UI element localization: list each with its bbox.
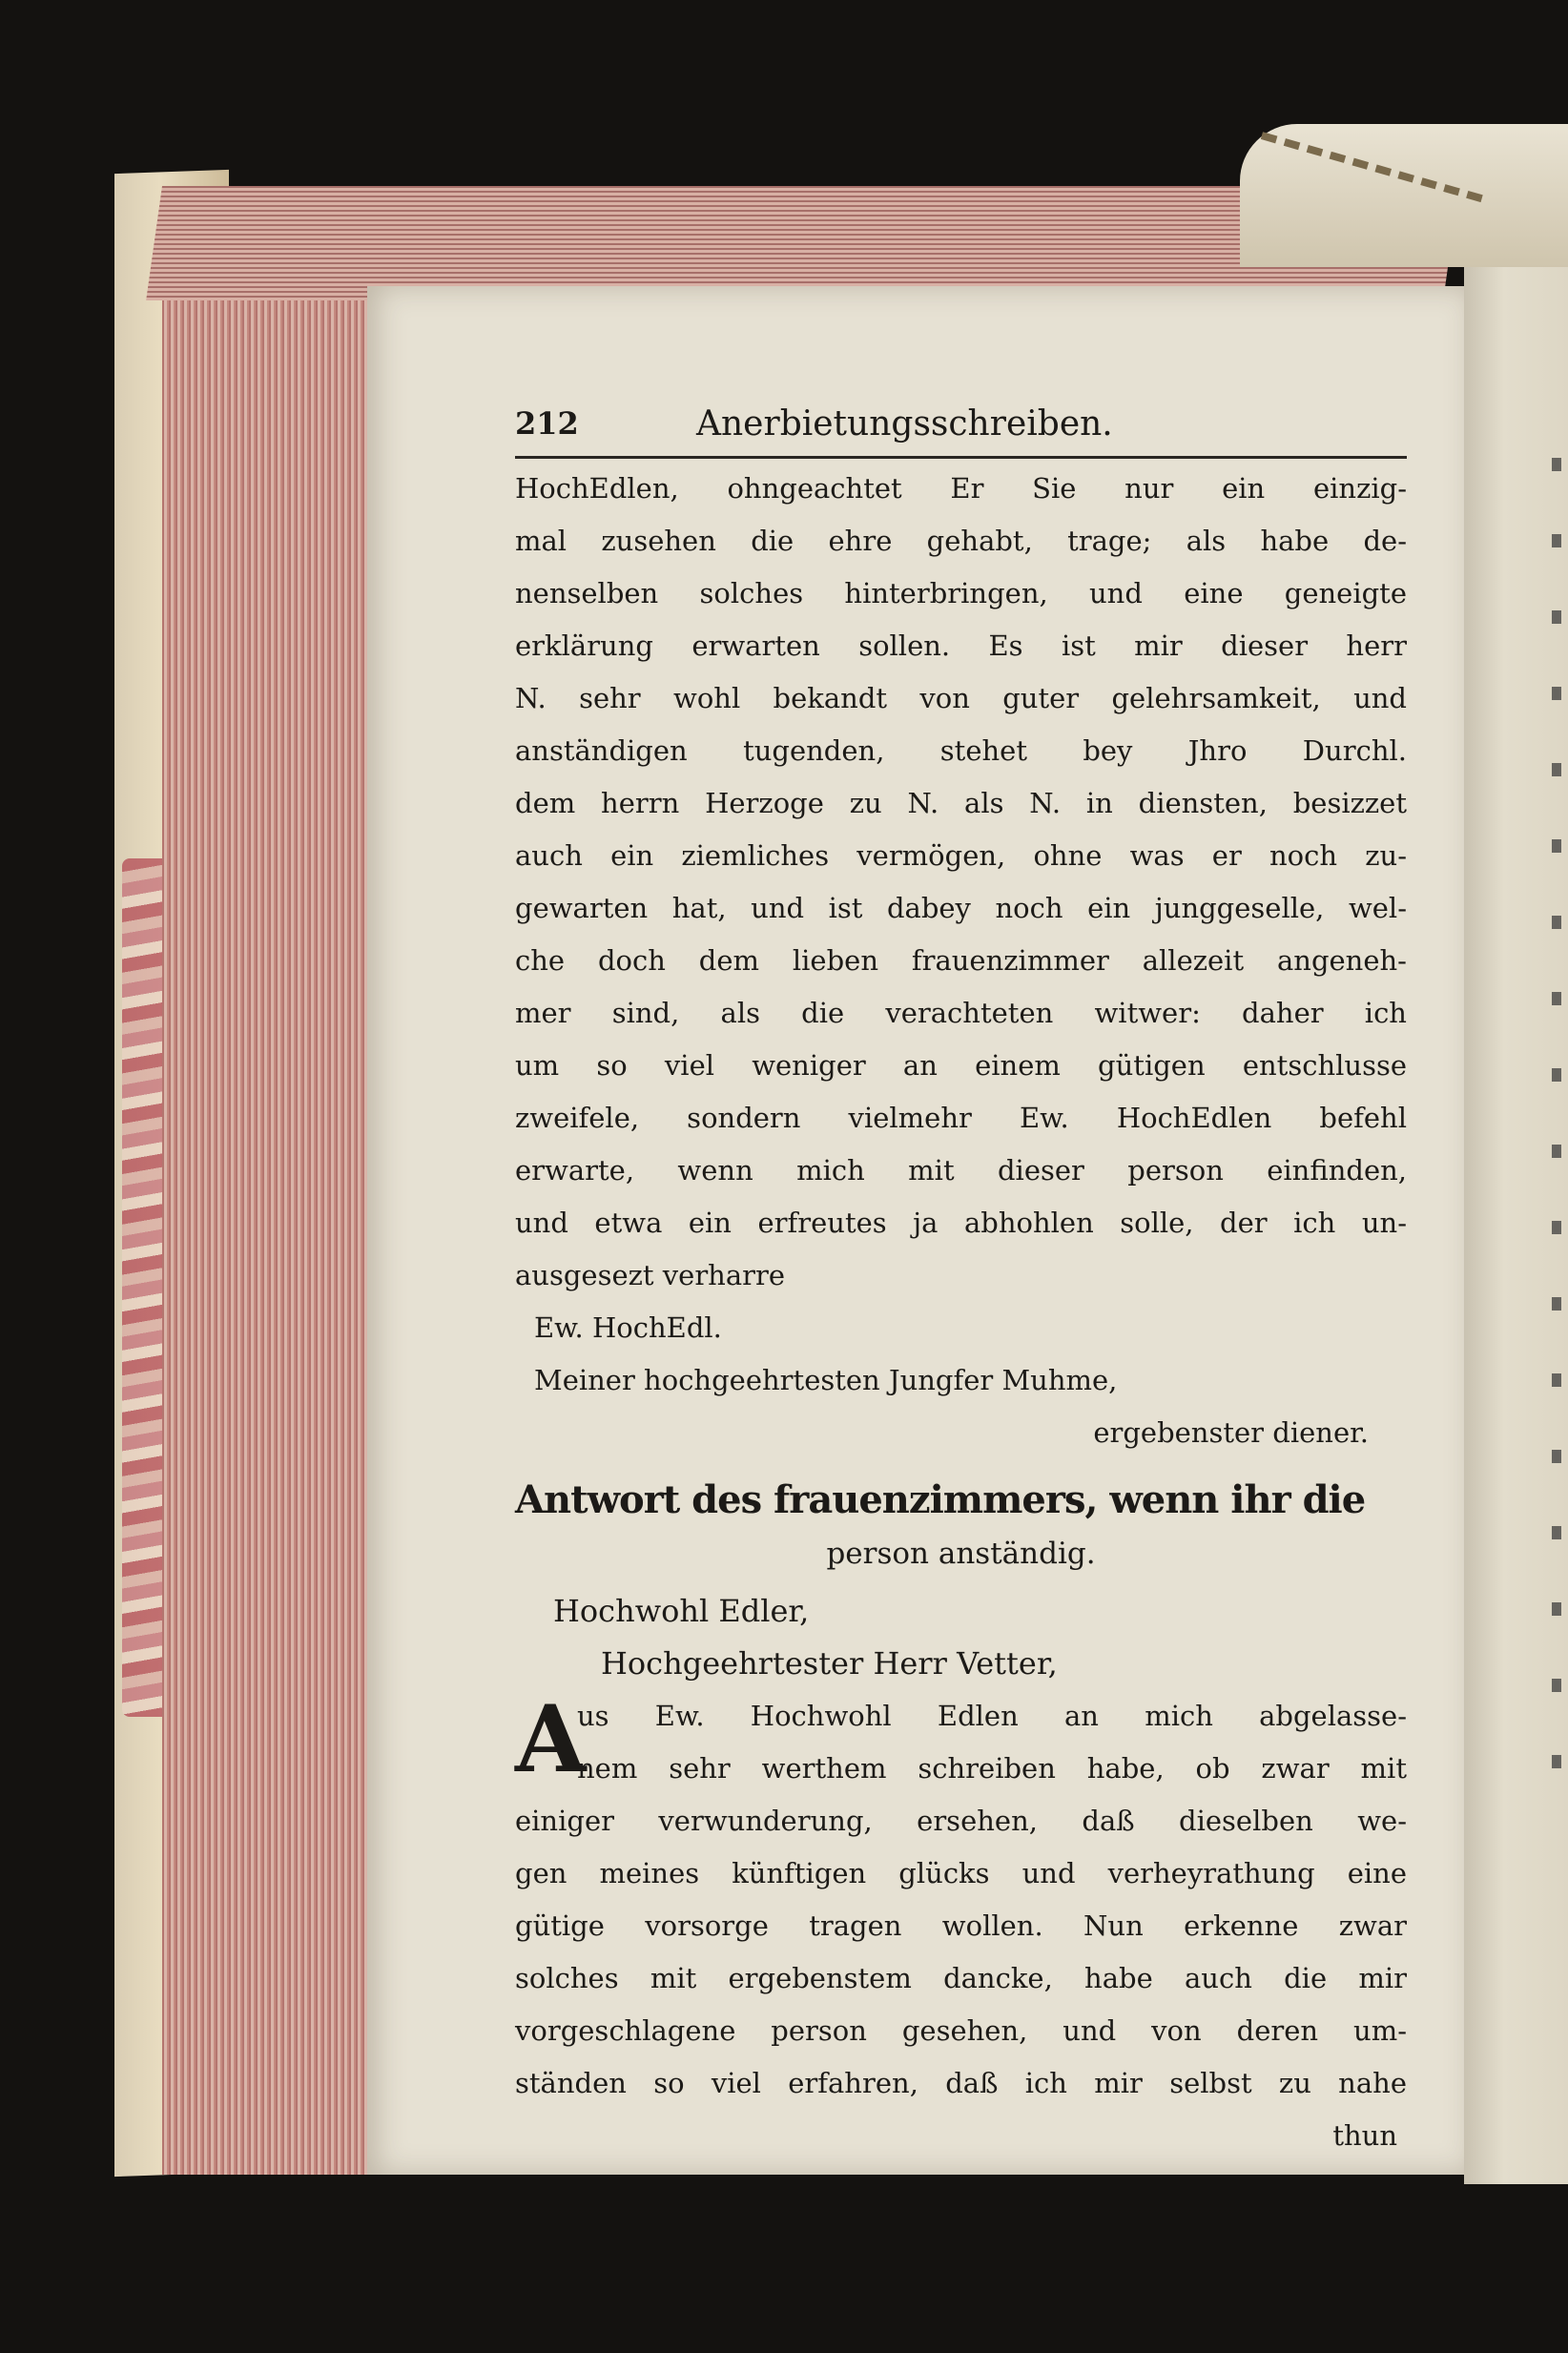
text-line: ausgesezt verharre [515, 1259, 786, 1291]
text-line: che doch dem lieben frauenzimmer allezeit angeneh- [515, 944, 1407, 977]
section-heading [515, 1471, 1407, 1578]
text-line: auch ein ziemliches vermögen, ohne was er noch zu- [515, 839, 1407, 872]
text-line: mal zusehen die ehre gehabt, trage; als habe de- [515, 525, 1407, 557]
text-line: ständen so viel erfahren, daß ich mir selbst zu nahe [515, 2067, 1407, 2099]
book-page [367, 286, 1464, 2175]
page-number: 212 [515, 405, 579, 442]
facing-page [1464, 267, 1568, 2184]
letter-closing [515, 1302, 1407, 1459]
closing-relation: Meiner hochgeehrtesten Jungfer Muhme, [534, 1364, 1118, 1396]
text-line: erwarte, wenn mich mit dieser person einfinden, [515, 1154, 1407, 1187]
text-line: gen meines künftigen glücks und verheyrathung eine [515, 1857, 1407, 1889]
drop-cap: A [515, 1685, 587, 1793]
letter-body [515, 463, 1407, 1302]
page-edges [162, 191, 382, 2175]
text-line: mer sind, als die verachteten witwer: daher ich [515, 997, 1407, 1029]
section-subtitle: person anständig. [826, 1537, 1096, 1571]
text-line: einiger verwunderung, ersehen, daß dieselben we- [515, 1805, 1407, 1837]
section-title: Antwort des frauenzimmers, wenn ihr die [515, 1477, 1366, 1522]
reply-address-2: Hochgeehrtester Herr Vetter, [601, 1645, 1058, 1682]
text-line: um so viel weniger an einem gütigen entschlusse [515, 1049, 1407, 1082]
text-line: solches mit ergebenstem dancke, habe auch die mir [515, 1962, 1407, 1994]
text-line: zweifele, sondern vielmehr Ew. HochEdlen befehl [515, 1102, 1407, 1134]
reply-body [515, 1685, 1407, 2162]
text-line: gewarten hat, und ist dabey noch ein junggeselle, wel- [515, 892, 1407, 924]
catchword: thun [1332, 2119, 1397, 2152]
text-line: vorgeschlagene person gesehen, und von deren um- [515, 2014, 1407, 2047]
text-line: und etwa ein erfreutes ja abhohlen solle, der ich un- [515, 1207, 1407, 1239]
closing-salutation: Ew. HochEdl. [534, 1311, 722, 1344]
text-line: nenselben solches hinterbringen, und eine geneigte [515, 577, 1407, 609]
page-text [515, 391, 1407, 2162]
facing-page-text-fragments [1552, 458, 1561, 1793]
closing-signature: ergebenster diener. [1093, 1416, 1369, 1449]
text-line: erklärung erwarten sollen. Es ist mir dieser herr [515, 630, 1407, 662]
text-line: nem sehr werthem schreiben habe, ob zwar mit [577, 1752, 1407, 1785]
header-rule [515, 456, 1407, 459]
text-line: anständigen tugenden, stehet bey Jhro Durchl. [515, 734, 1407, 767]
page-header [515, 391, 1407, 450]
reply-letter [515, 1585, 1407, 2162]
text-line: us Ew. Hochwohl Edlen an mich abgelasse- [577, 1700, 1407, 1732]
text-line: dem herrn Herzoge zu N. als N. in diensten, besizzet [515, 787, 1407, 819]
reply-address-1: Hochwohl Edler, [553, 1593, 810, 1629]
text-line: N. sehr wohl bekandt von guter gelehrsamkeit, und [515, 682, 1407, 714]
text-line: HochEdlen, ohngeachtet Er Sie nur ein einzig- [515, 472, 1407, 505]
running-head: Anerbietungsschreiben. [696, 404, 1113, 444]
text-line: gütige vorsorge tragen wollen. Nun erkenne zwar [515, 1909, 1407, 1942]
